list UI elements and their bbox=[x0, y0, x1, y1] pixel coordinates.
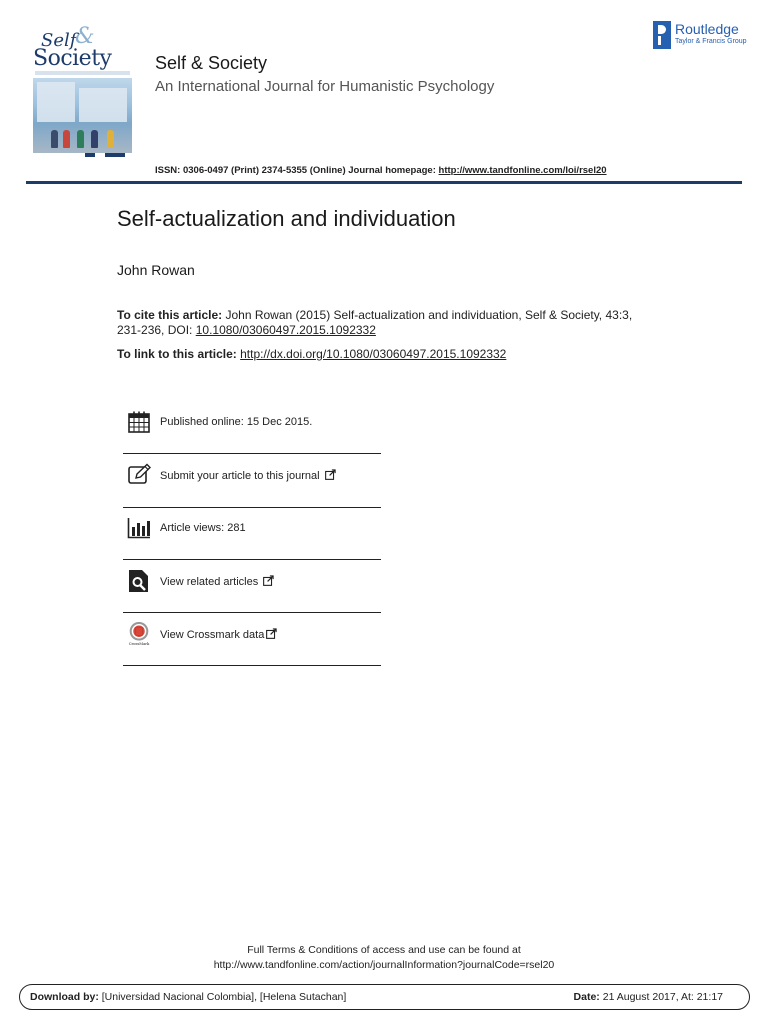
cover-subtitle-band bbox=[35, 71, 130, 75]
journal-subtitle: An International Journal for Humanistic Psychology bbox=[155, 78, 495, 95]
external-link-icon bbox=[263, 575, 274, 586]
terms-line-1: Full Terms & Conditions of access and use can be found at bbox=[247, 944, 521, 956]
submit-article-item[interactable] bbox=[123, 463, 381, 493]
related-articles-text: View related articles bbox=[160, 576, 259, 588]
crossmark-caption: CrossMark bbox=[128, 642, 150, 646]
download-date bbox=[574, 991, 723, 1003]
calendar-icon bbox=[127, 410, 151, 434]
cover-masthead bbox=[33, 26, 132, 70]
terms-notice bbox=[0, 943, 768, 973]
article-title: Self-actualization and individuation bbox=[117, 206, 456, 231]
cover-self-text: Self bbox=[41, 30, 77, 51]
submit-article-text: Submit your article to this journal bbox=[160, 470, 320, 482]
article-link-line bbox=[117, 347, 506, 361]
issn-line bbox=[155, 165, 607, 176]
published-online-text: Published online: 15 Dec 2015. bbox=[160, 416, 313, 428]
article-url-link[interactable]: http://dx.doi.org/10.1080/03060497.2015.1092332 bbox=[240, 347, 507, 361]
cover-society-text: Society bbox=[33, 46, 112, 71]
external-link-icon bbox=[325, 469, 336, 480]
download-info-bar bbox=[19, 984, 750, 1010]
crossmark-link[interactable] bbox=[160, 628, 277, 641]
doi-link[interactable]: 10.1080/03060497.2015.1092332 bbox=[195, 323, 376, 337]
article-views-text: Article views: 281 bbox=[160, 522, 246, 534]
related-articles-item[interactable] bbox=[123, 569, 381, 599]
related-articles-link[interactable] bbox=[160, 575, 274, 588]
external-link-icon bbox=[266, 628, 277, 639]
crossmark-text: View Crossmark data bbox=[160, 629, 265, 641]
date-label: Date: bbox=[573, 991, 600, 1003]
divider bbox=[123, 507, 381, 508]
crossmark-icon bbox=[127, 622, 151, 646]
journal-title[interactable]: Self & Society bbox=[155, 53, 268, 73]
article-views-item bbox=[123, 516, 381, 546]
publisher-group: Taylor & Francis Group bbox=[675, 38, 747, 45]
download-by bbox=[30, 991, 346, 1003]
edit-icon bbox=[127, 463, 151, 487]
journal-homepage-link[interactable]: http://www.tandfonline.com/loi/rsel20 bbox=[438, 165, 607, 176]
routledge-logo bbox=[653, 21, 751, 51]
divider bbox=[123, 665, 381, 666]
search-document-icon bbox=[127, 569, 151, 593]
journal-cover-image bbox=[33, 26, 132, 159]
citation-block bbox=[117, 308, 657, 338]
terms-url[interactable]: http://www.tandfonline.com/action/journalInformation?journalCode=rsel20 bbox=[213, 959, 555, 971]
cite-label: To cite this article: bbox=[117, 308, 223, 322]
download-value: [Universidad Nacional Colombia], [Helena Sutachan] bbox=[98, 991, 347, 1003]
published-online-item bbox=[123, 410, 381, 440]
issn-text: ISSN: 0306-0497 (Print) 2374-5355 (Online) Journal homepage: bbox=[155, 165, 439, 176]
bar-chart-icon bbox=[127, 516, 151, 540]
crossmark-item[interactable] bbox=[123, 622, 381, 652]
divider bbox=[123, 453, 381, 454]
header-divider-thick bbox=[26, 182, 742, 184]
date-value: 21 August 2017, At: 21:17 bbox=[599, 991, 723, 1003]
cover-amp-text: & bbox=[75, 26, 95, 49]
divider bbox=[123, 559, 381, 560]
article-author: John Rowan bbox=[117, 262, 195, 278]
link-label: To link to this article: bbox=[117, 347, 241, 361]
cover-photo bbox=[33, 78, 132, 154]
routledge-mark-icon bbox=[653, 21, 671, 49]
divider bbox=[123, 612, 381, 613]
publisher-name: Routledge bbox=[675, 21, 739, 37]
cover-footer bbox=[33, 153, 132, 159]
cite-text: John Rowan (2015) Self-actualization and individuation, Self & Society, 43:3, 231-236, DOI: bbox=[117, 308, 633, 337]
submit-article-link[interactable] bbox=[160, 469, 336, 482]
download-label: Download by: bbox=[30, 991, 99, 1003]
